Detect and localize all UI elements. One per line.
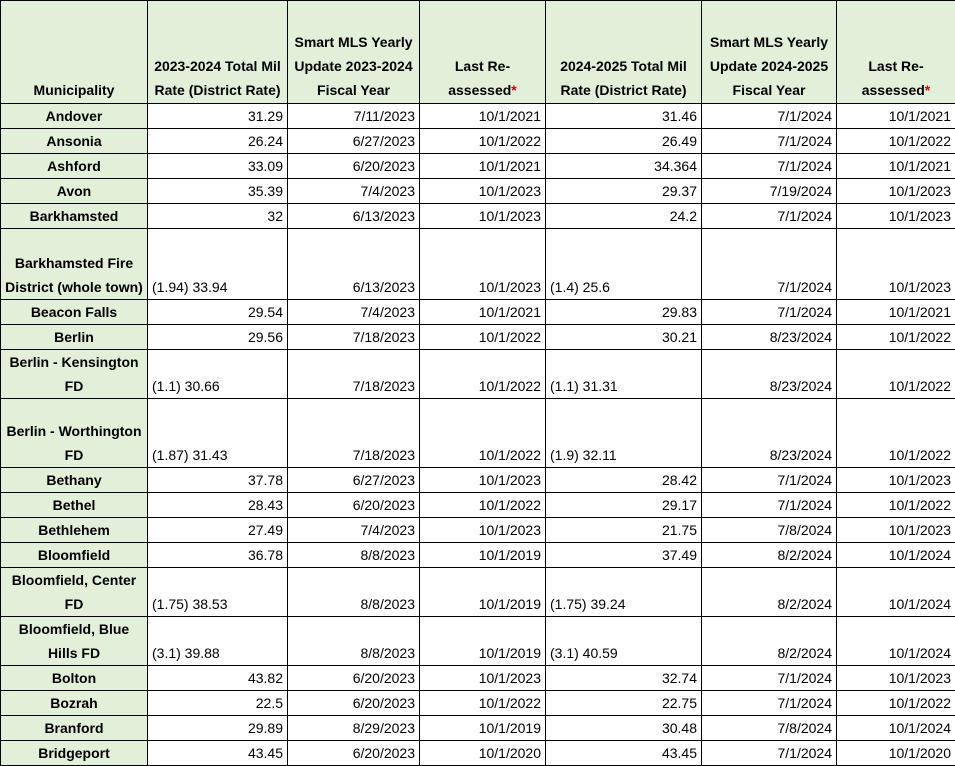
table-row	[1, 300, 955, 325]
mls-update-2023-2024-cell: 7/11/2023	[288, 104, 420, 129]
last-reassessed-2024-2025-cell: 10/1/2020	[837, 741, 955, 766]
mls-update-2024-2025-cell: 7/1/2024	[702, 104, 837, 129]
header-mil-rate-2023-2024: 2023-2024 Total Mil Rate (District Rate)	[148, 1, 288, 104]
mil-rate-2024-2025-cell: 30.21	[546, 325, 702, 350]
mls-update-2023-2024-cell: 8/8/2023	[288, 568, 420, 617]
header-row	[1, 1, 955, 104]
mil-rate-2023-2024-cell: 43.45	[148, 741, 288, 766]
last-reassessed-2024-2025-cell: 10/1/2022	[837, 129, 955, 154]
mls-update-2024-2025-cell: 7/8/2024	[702, 518, 837, 543]
header-mls-update-2023-2024: Smart MLS Yearly Update 2023-2024 Fiscal Year	[288, 1, 420, 104]
mil-rate-2023-2024-cell: (1.94) 33.94	[148, 229, 288, 300]
mil-rate-2023-2024-cell: 43.82	[148, 666, 288, 691]
mls-update-2024-2025-cell: 8/23/2024	[702, 399, 837, 468]
mls-update-2023-2024-cell: 6/27/2023	[288, 129, 420, 154]
mls-update-2023-2024-cell: 6/27/2023	[288, 468, 420, 493]
mls-update-2024-2025-cell: 8/2/2024	[702, 568, 837, 617]
mil-rate-2023-2024-cell: 27.49	[148, 518, 288, 543]
mil-rate-2024-2025-cell: 24.2	[546, 204, 702, 229]
last-reassessed-2024-2025-cell: 10/1/2024	[837, 568, 955, 617]
mls-update-2024-2025-cell: 7/1/2024	[702, 229, 837, 300]
mil-rate-2023-2024-cell: 33.09	[148, 154, 288, 179]
mil-rate-2023-2024-cell: 32	[148, 204, 288, 229]
mls-update-2023-2024-cell: 7/4/2023	[288, 518, 420, 543]
municipality-cell: Bloomfield, Center FD	[1, 568, 148, 617]
table-body	[1, 104, 955, 766]
header-mls-update-2024-2025: Smart MLS Yearly Update 2024-2025 Fiscal Year	[702, 1, 837, 104]
last-reassessed-2023-2024-cell: 10/1/2023	[420, 179, 546, 204]
last-reassessed-2024-2025-cell: 10/1/2024	[837, 716, 955, 741]
mil-rate-2023-2024-cell: (1.75) 38.53	[148, 568, 288, 617]
last-reassessed-2023-2024-cell: 10/1/2021	[420, 154, 546, 179]
last-reassessed-2024-2025-cell: 10/1/2022	[837, 350, 955, 399]
last-reassessed-2023-2024-cell: 10/1/2020	[420, 741, 546, 766]
last-reassessed-2024-2025-cell: 10/1/2022	[837, 691, 955, 716]
mil-rate-2024-2025-cell: 22.75	[546, 691, 702, 716]
mil-rate-2023-2024-cell: (1.1) 30.66	[148, 350, 288, 399]
mil-rate-2024-2025-cell: (1.1) 31.31	[546, 350, 702, 399]
mls-update-2023-2024-cell: 8/29/2023	[288, 716, 420, 741]
header-mil-rate-2024-2025: 2024-2025 Total Mil Rate (District Rate)	[546, 1, 702, 104]
mil-rate-2023-2024-cell: 29.89	[148, 716, 288, 741]
mls-update-2024-2025-cell: 7/1/2024	[702, 468, 837, 493]
municipality-cell: Ansonia	[1, 129, 148, 154]
municipality-cell: Branford	[1, 716, 148, 741]
mil-rate-2024-2025-cell: (3.1) 40.59	[546, 617, 702, 666]
last-reassessed-2024-2025-cell: 10/1/2023	[837, 179, 955, 204]
last-reassessed-2024-2025-cell: 10/1/2023	[837, 666, 955, 691]
mls-update-2024-2025-cell: 8/2/2024	[702, 617, 837, 666]
mil-rate-2024-2025-cell: 21.75	[546, 518, 702, 543]
mls-update-2023-2024-cell: 6/20/2023	[288, 493, 420, 518]
table-row	[1, 741, 955, 766]
mil-rate-2023-2024-cell: 22.5	[148, 691, 288, 716]
header-last-reassessed-2024-2025: Last Re-assessed*	[837, 1, 955, 104]
mls-update-2023-2024-cell: 6/20/2023	[288, 741, 420, 766]
table-row	[1, 691, 955, 716]
mls-update-2024-2025-cell: 7/1/2024	[702, 691, 837, 716]
mil-rate-2023-2024-cell: 36.78	[148, 543, 288, 568]
last-reassessed-2023-2024-cell: 10/1/2019	[420, 543, 546, 568]
mil-rate-2024-2025-cell: 26.49	[546, 129, 702, 154]
last-reassessed-2024-2025-cell: 10/1/2022	[837, 399, 955, 468]
last-reassessed-2024-2025-cell: 10/1/2023	[837, 518, 955, 543]
table-row	[1, 716, 955, 741]
municipality-cell: Bethel	[1, 493, 148, 518]
mls-update-2024-2025-cell: 7/19/2024	[702, 179, 837, 204]
mil-rate-2024-2025-cell: 37.49	[546, 543, 702, 568]
mil-rate-2023-2024-cell: 29.54	[148, 300, 288, 325]
last-reassessed-2023-2024-cell: 10/1/2022	[420, 399, 546, 468]
municipality-cell: Berlin - Kensington FD	[1, 350, 148, 399]
mil-rate-2024-2025-cell: 43.45	[546, 741, 702, 766]
last-reassessed-2023-2024-cell: 10/1/2021	[420, 104, 546, 129]
mil-rate-2024-2025-cell: 30.48	[546, 716, 702, 741]
table-row	[1, 154, 955, 179]
mls-update-2023-2024-cell: 7/18/2023	[288, 350, 420, 399]
mls-update-2023-2024-cell: 6/20/2023	[288, 154, 420, 179]
municipality-cell: Avon	[1, 179, 148, 204]
municipality-cell: Bethany	[1, 468, 148, 493]
mls-update-2024-2025-cell: 7/1/2024	[702, 154, 837, 179]
mil-rate-2023-2024-cell: 35.39	[148, 179, 288, 204]
mil-rate-2024-2025-cell: 34.364	[546, 154, 702, 179]
municipality-cell: Berlin - Worthington FD	[1, 399, 148, 468]
mil-rate-2023-2024-cell: 37.78	[148, 468, 288, 493]
municipality-cell: Bloomfield, Blue Hills FD	[1, 617, 148, 666]
mls-update-2024-2025-cell: 8/23/2024	[702, 350, 837, 399]
last-reassessed-2023-2024-cell: 10/1/2022	[420, 691, 546, 716]
mls-update-2023-2024-cell: 6/20/2023	[288, 691, 420, 716]
mil-rate-2024-2025-cell: (1.4) 25.6	[546, 229, 702, 300]
mil-rate-2024-2025-cell: 28.42	[546, 468, 702, 493]
mil-rate-2023-2024-cell: 29.56	[148, 325, 288, 350]
mls-update-2023-2024-cell: 7/18/2023	[288, 399, 420, 468]
last-reassessed-2024-2025-cell: 10/1/2023	[837, 229, 955, 300]
table-row	[1, 543, 955, 568]
last-reassessed-2024-2025-cell: 10/1/2024	[837, 617, 955, 666]
municipality-cell: Bloomfield	[1, 543, 148, 568]
table-row	[1, 468, 955, 493]
mil-rate-2024-2025-cell: 29.17	[546, 493, 702, 518]
header-last-reassessed-2023-2024: Last Re-assessed*	[420, 1, 546, 104]
header-municipality: Municipality	[1, 1, 148, 104]
last-reassessed-2023-2024-cell: 10/1/2022	[420, 129, 546, 154]
municipality-cell: Bethlehem	[1, 518, 148, 543]
last-reassessed-2023-2024-cell: 10/1/2022	[420, 493, 546, 518]
municipality-cell: Bolton	[1, 666, 148, 691]
last-reassessed-2024-2025-cell: 10/1/2023	[837, 204, 955, 229]
mls-update-2024-2025-cell: 7/1/2024	[702, 129, 837, 154]
municipality-cell: Ashford	[1, 154, 148, 179]
municipality-cell: Bridgeport	[1, 741, 148, 766]
mil-rate-2023-2024-cell: 26.24	[148, 129, 288, 154]
table-row	[1, 204, 955, 229]
mls-update-2023-2024-cell: 6/13/2023	[288, 204, 420, 229]
table-row	[1, 617, 955, 666]
last-reassessed-2024-2025-cell: 10/1/2022	[837, 325, 955, 350]
last-reassessed-2024-2025-cell: 10/1/2023	[837, 468, 955, 493]
last-reassessed-2023-2024-cell: 10/1/2019	[420, 568, 546, 617]
mls-update-2023-2024-cell: 8/8/2023	[288, 617, 420, 666]
table-row	[1, 568, 955, 617]
mls-update-2024-2025-cell: 7/8/2024	[702, 716, 837, 741]
municipality-cell: Barkhamsted Fire District (whole town)	[1, 229, 148, 300]
mls-update-2023-2024-cell: 7/18/2023	[288, 325, 420, 350]
last-reassessed-2023-2024-cell: 10/1/2023	[420, 666, 546, 691]
last-reassessed-2023-2024-cell: 10/1/2023	[420, 518, 546, 543]
mls-update-2023-2024-cell: 6/13/2023	[288, 229, 420, 300]
table-row	[1, 493, 955, 518]
mls-update-2024-2025-cell: 8/23/2024	[702, 325, 837, 350]
mls-update-2024-2025-cell: 7/1/2024	[702, 741, 837, 766]
table-row	[1, 399, 955, 468]
mls-update-2024-2025-cell: 7/1/2024	[702, 493, 837, 518]
table-row	[1, 350, 955, 399]
last-reassessed-2023-2024-cell: 10/1/2019	[420, 716, 546, 741]
table-row	[1, 229, 955, 300]
mil-rate-2024-2025-cell: (1.9) 32.11	[546, 399, 702, 468]
mil-rate-2023-2024-cell: 31.29	[148, 104, 288, 129]
last-reassessed-2023-2024-cell: 10/1/2021	[420, 300, 546, 325]
last-reassessed-2023-2024-cell: 10/1/2022	[420, 350, 546, 399]
mls-update-2023-2024-cell: 7/4/2023	[288, 179, 420, 204]
mls-update-2024-2025-cell: 7/1/2024	[702, 666, 837, 691]
last-reassessed-2024-2025-cell: 10/1/2024	[837, 543, 955, 568]
municipality-cell: Beacon Falls	[1, 300, 148, 325]
mil-rate-2023-2024-cell: 28.43	[148, 493, 288, 518]
mls-update-2024-2025-cell: 8/2/2024	[702, 543, 837, 568]
last-reassessed-2024-2025-cell: 10/1/2021	[837, 300, 955, 325]
table-row	[1, 129, 955, 154]
mil-rate-2024-2025-cell: 31.46	[546, 104, 702, 129]
last-reassessed-2023-2024-cell: 10/1/2023	[420, 204, 546, 229]
table-row	[1, 518, 955, 543]
table-row	[1, 104, 955, 129]
last-reassessed-2024-2025-cell: 10/1/2021	[837, 104, 955, 129]
mil-rate-2024-2025-cell: 29.37	[546, 179, 702, 204]
municipality-cell: Berlin	[1, 325, 148, 350]
mil-rate-2024-2025-cell: (1.75) 39.24	[546, 568, 702, 617]
mil-rate-2024-2025-cell: 32.74	[546, 666, 702, 691]
municipality-cell: Bozrah	[1, 691, 148, 716]
mil-rate-2023-2024-cell: (1.87) 31.43	[148, 399, 288, 468]
mls-update-2023-2024-cell: 8/8/2023	[288, 543, 420, 568]
table-row	[1, 179, 955, 204]
table-row	[1, 325, 955, 350]
mil-rate-2024-2025-cell: 29.83	[546, 300, 702, 325]
table-row	[1, 666, 955, 691]
footnote-asterisk: *	[511, 82, 516, 98]
last-reassessed-2023-2024-cell: 10/1/2022	[420, 325, 546, 350]
last-reassessed-2023-2024-cell: 10/1/2023	[420, 229, 546, 300]
last-reassessed-2024-2025-cell: 10/1/2021	[837, 154, 955, 179]
municipality-cell: Barkhamsted	[1, 204, 148, 229]
municipality-cell: Andover	[1, 104, 148, 129]
mil-rate-2023-2024-cell: (3.1) 39.88	[148, 617, 288, 666]
last-reassessed-2023-2024-cell: 10/1/2023	[420, 468, 546, 493]
mls-update-2023-2024-cell: 7/4/2023	[288, 300, 420, 325]
last-reassessed-2023-2024-cell: 10/1/2019	[420, 617, 546, 666]
last-reassessed-2024-2025-cell: 10/1/2022	[837, 493, 955, 518]
mls-update-2023-2024-cell: 6/20/2023	[288, 666, 420, 691]
mls-update-2024-2025-cell: 7/1/2024	[702, 300, 837, 325]
mls-update-2024-2025-cell: 7/1/2024	[702, 204, 837, 229]
footnote-asterisk: *	[925, 82, 930, 98]
